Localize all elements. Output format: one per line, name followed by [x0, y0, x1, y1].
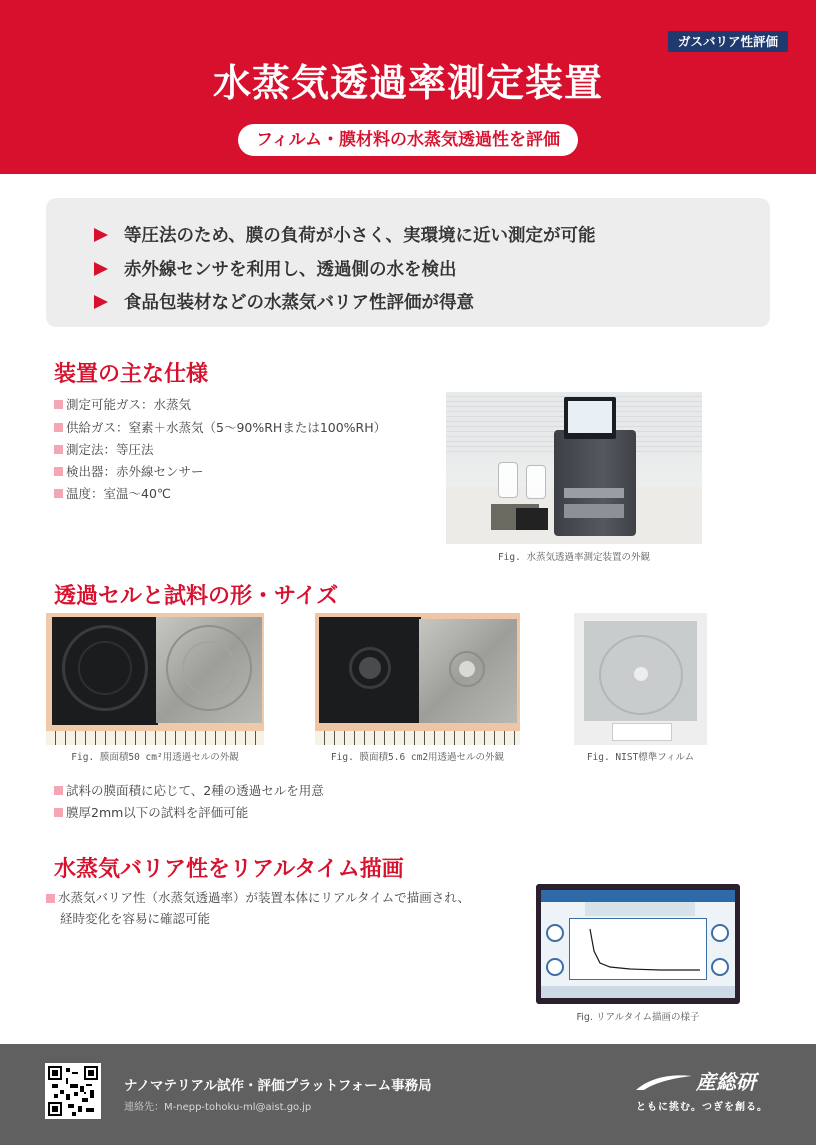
water-bottle — [526, 465, 546, 499]
footer-contact[interactable]: 連絡先：M-nepp-tohoku-ml@aist.go.jp — [124, 1102, 312, 1113]
realtime-heading: 水蒸気バリア性をリアルタイム描画 — [54, 857, 404, 882]
page-title: 水蒸気透過率測定装置 — [212, 61, 603, 105]
header-banner — [0, 0, 816, 174]
feature-item — [94, 222, 595, 247]
feature-text: 食品包装材などの水蒸気バリア性評価が得意 — [124, 293, 474, 313]
spec-text: 供給ガス：窒素＋水蒸気（5～90%RHまたは100%RH） — [66, 420, 387, 435]
square-bullet-icon — [54, 423, 63, 432]
instrument-screen — [564, 397, 616, 439]
triangle-bullet-icon — [94, 262, 108, 276]
instrument-drawer — [564, 488, 624, 498]
feature-box — [46, 198, 770, 327]
subtitle-pill: フィルム・膜材料の水蒸気透過性を評価 — [238, 124, 578, 156]
spec-text: 検出器：赤外線センサー — [66, 464, 204, 479]
feature-item — [94, 289, 474, 314]
square-bullet-icon — [54, 467, 63, 476]
square-bullet-icon — [54, 400, 63, 409]
nist-label-sticker — [612, 723, 672, 741]
cell-50-caption: Fig. 膜面積50 cm²用透過セルの外観 — [71, 752, 239, 763]
cell-note — [54, 781, 324, 799]
specs-heading: 装置の主な仕様 — [54, 362, 209, 387]
gauge-icon — [546, 924, 564, 942]
note-text: 試料の膜面積に応じて、2種の透過セルを用意 — [66, 783, 324, 798]
gauge-icon — [711, 958, 729, 976]
cell-5-6-photo — [315, 613, 520, 745]
spec-text: 温度：室温～40℃ — [66, 486, 171, 501]
cell-5-6-caption: Fig. 膜面積5.6 cm2用透過セルの外観 — [330, 752, 505, 763]
spec-item — [54, 418, 386, 436]
logo-text: 産総研 — [696, 1070, 756, 1094]
nist-caption: Fig. NIST標準フィルム — [586, 752, 695, 763]
instrument-drawer — [564, 504, 624, 518]
triangle-bullet-icon — [94, 228, 108, 242]
realtime-screen-photo — [536, 884, 740, 1004]
gauge-icon — [711, 924, 729, 942]
square-bullet-icon — [54, 808, 63, 817]
feature-text: 等圧法のため、膜の負荷が小さく、実環境に近い測定が可能 — [124, 226, 596, 246]
ruler — [46, 731, 264, 745]
instrument-display — [541, 890, 735, 998]
logo-slogan: ともに挑む。つぎを創る。 — [636, 1102, 768, 1113]
footer — [0, 1044, 816, 1145]
category-badge: ガスバリア性評価 — [668, 31, 788, 52]
spec-item — [54, 484, 171, 502]
instrument-body — [554, 430, 636, 536]
qr-code-icon[interactable] — [45, 1063, 101, 1119]
gauge-icon — [546, 958, 564, 976]
square-bullet-icon — [54, 489, 63, 498]
spec-text: 測定可能ガス：水蒸気 — [66, 397, 192, 412]
spec-item — [54, 462, 204, 480]
feature-item — [94, 256, 457, 281]
water-bottle — [498, 462, 518, 498]
feature-text: 赤外線センサを利用し、透過側の水を検出 — [124, 260, 457, 280]
device-photo-caption: Fig. 水蒸気透過率測定装置の外観 — [497, 552, 651, 563]
triangle-bullet-icon — [94, 295, 108, 309]
note-text: 膜厚2mm以下の試料を評価可能 — [66, 805, 249, 820]
spec-item — [54, 440, 154, 458]
realtime-photo-caption: Fig. リアルタイム描画の様子 — [576, 1012, 700, 1023]
decay-curve — [570, 919, 706, 979]
sample-film — [516, 508, 548, 530]
aist-logo-icon — [634, 1072, 694, 1092]
realtime-text: 水蒸気バリア性（水蒸気透過率）が装置本体にリアルタイムで描画され、 — [58, 890, 471, 905]
cell-50-photo — [46, 613, 264, 745]
spec-text: 測定法：等圧法 — [66, 442, 154, 457]
realtime-graph — [569, 918, 707, 980]
square-bullet-icon — [46, 894, 55, 903]
nist-film-photo — [574, 613, 707, 745]
realtime-text: 経時変化を容易に確認可能 — [60, 911, 211, 926]
cells-heading: 透過セルと試料の形・サイズ — [54, 584, 339, 609]
cell-note — [54, 803, 248, 821]
square-bullet-icon — [54, 445, 63, 454]
device-photo — [446, 392, 702, 544]
square-bullet-icon — [54, 786, 63, 795]
ruler — [315, 731, 520, 745]
nist-film — [584, 621, 697, 721]
footer-organization: ナノマテリアル試作・評価プラットフォーム事務局 — [124, 1078, 432, 1094]
spec-item — [54, 395, 191, 413]
realtime-description — [46, 887, 506, 929]
